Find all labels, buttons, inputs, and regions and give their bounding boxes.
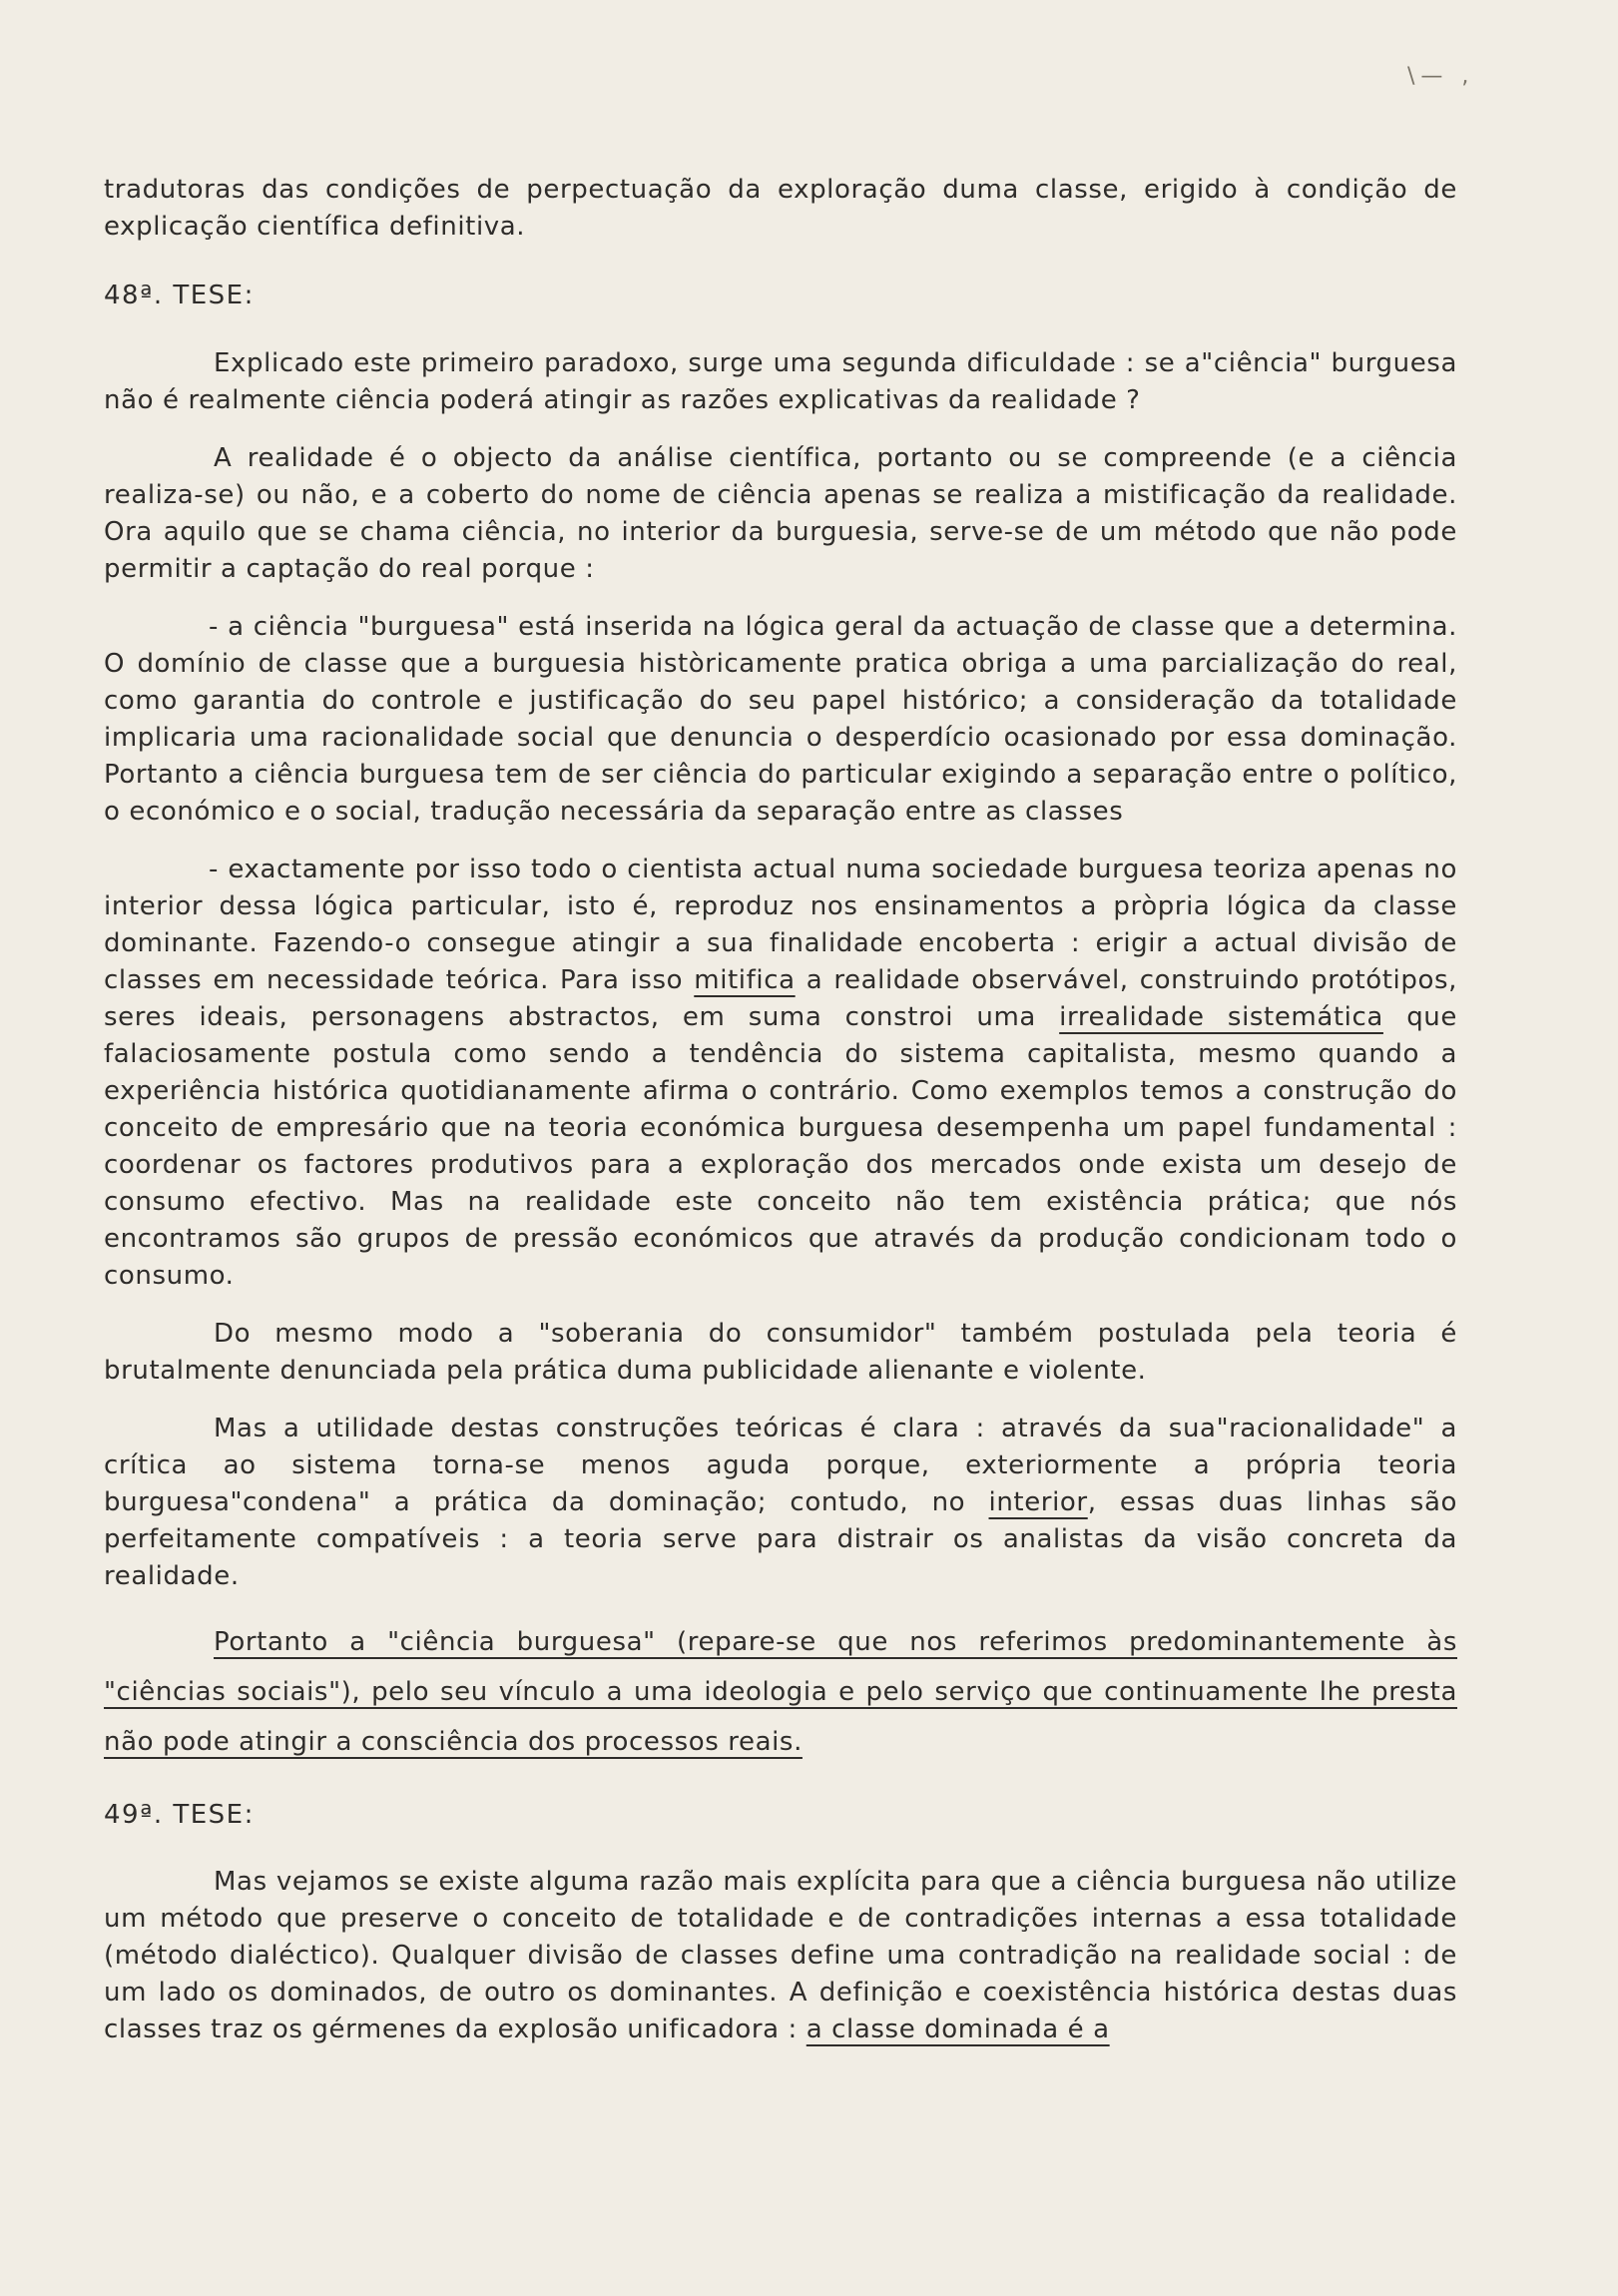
p6-text-a: Mas a utilidade destas construções teóricas é clara : através da sua"racionalidade" a crítica ao sistema torna-se menos aguda porque, exteriormente a própria teoria burguesa"condena" a prática da dominação; contudo, no [104, 1414, 1457, 1517]
p4-text-c: que falaciosamente postula como sendo a tendência do sistema capitalista, mesmo quando a experiência histórica quotidianamente afirma o contrário. Como exemplos temos a construção do conceito de empresário que na teoria económica burguesa desempenha um papel fundamental : coordenar os factores produtivos para a exploração dos mercados onde exista um desejo de consumo efectivo. Mas na realidade este conceito não tem existência prática; que nós encontramos são grupos de pressão económicos que através da produção condicionam todo o consumo. [104, 1002, 1457, 1291]
document-body [104, 172, 1457, 2048]
p6-text-b: , essas duas linhas são perfeitamente compatíveis : a teoria serve para distrair os analistas da visão concreta da realidade. [104, 1487, 1457, 1591]
underlined-mitifica: mitifica [694, 965, 796, 995]
thesis-48-heading: 48ª. TESE: [104, 281, 255, 310]
underlined-interior: interior [988, 1487, 1088, 1517]
thesis-49-paragraph-1 [104, 1864, 1457, 2048]
thesis-48-paragraph-1: Explicado este primeiro paradoxo, surge uma segunda dificuldade : se a"ciência" burguesa não é realmente ciência poderá atingir as razões explicativas da realidade ? [104, 348, 1457, 415]
margin-mark: \— , [1407, 64, 1475, 89]
underlined-irrealidade-sistematica: irrealidade sistemática [1059, 1002, 1383, 1032]
t49-text-a: Mas vejamos se existe alguma razão mais explícita para que a ciência burguesa não utilize um método que preserve o conceito de totalidade e de contradições internas a essa totalidade (método dialéctico). Qualquer divisão de classes define uma contradição na realidade social : de um lado os dominados, de outro os dominantes. A definição e coexistência histórica destas duas classes traz os gérmenes da explosão unificadora : [104, 1867, 1457, 2044]
thesis-48-paragraph-5: Do mesmo modo a "soberania do consumidor" também postulada pela teoria é brutalmente denunciada pela prática duma publicidade alienante e violente. [104, 1319, 1457, 1386]
thesis-48-paragraph-6 [104, 1411, 1457, 1595]
lead-in-paragraph: tradutoras das condições de perpectuação da exploração duma classe, erigido à condição de explicação científica definitiva. [104, 175, 1457, 242]
thesis-48-conclusion [104, 1617, 1457, 1767]
p4-text-a: - exactamente por isso todo o cientista actual numa sociedade burguesa teoriza apenas no interior dessa lógica particular, isto é, reproduz nos ensinamentos a pròpria lógica da classe dominante. Fazendo-o consegue atingir a sua finalidade encoberta : erigir a actual divisão de classes em necessidade teórica. Para isso [104, 855, 1457, 995]
thesis-48-paragraph-3: - a ciência "burguesa" está inserida na lógica geral da actuação de classe que a determina. O domínio de classe que a burguesia històricamente pratica obriga a uma parcialização do real, como garantia do controle e justificação do seu papel histórico; a consideração da totalidade implicaria uma racionalidade social que denuncia o desperdício ocasionado por essa dominação. Portanto a ciência burguesa tem de ser ciência do particular exigindo a separação entre o político, o económico e o social, tradução necessária da separação entre as classes [104, 612, 1457, 827]
thesis-48-paragraph-4 [104, 852, 1457, 1295]
thesis-48-paragraph-2: A realidade é o objecto da análise científica, portanto ou se compreende (e a ciência realiza-se) ou não, e a coberto do nome de ciência apenas se realiza a mistificação da realidade. Ora aquilo que se chama ciência, no interior da burguesia, serve-se de um método que não pode permitir a captação do real porque : [104, 443, 1457, 584]
underlined-classe-dominada: a classe dominada é a [806, 2014, 1110, 2044]
thesis-49-heading: 49ª. TESE: [104, 1800, 255, 1830]
underlined-conclusion: Portanto a "ciência burguesa" (repare-se que nos referimos predominantemente às "ciências sociais"), pelo seu vínculo a uma ideologia e pelo serviço que continuamente lhe presta não pode atingir a consciência dos processos reais. [104, 1627, 1457, 1757]
p4-text-b: a realidade observável, construindo protótipos, seres ideais, personagens abstractos, em suma constroi uma [104, 965, 1457, 1032]
